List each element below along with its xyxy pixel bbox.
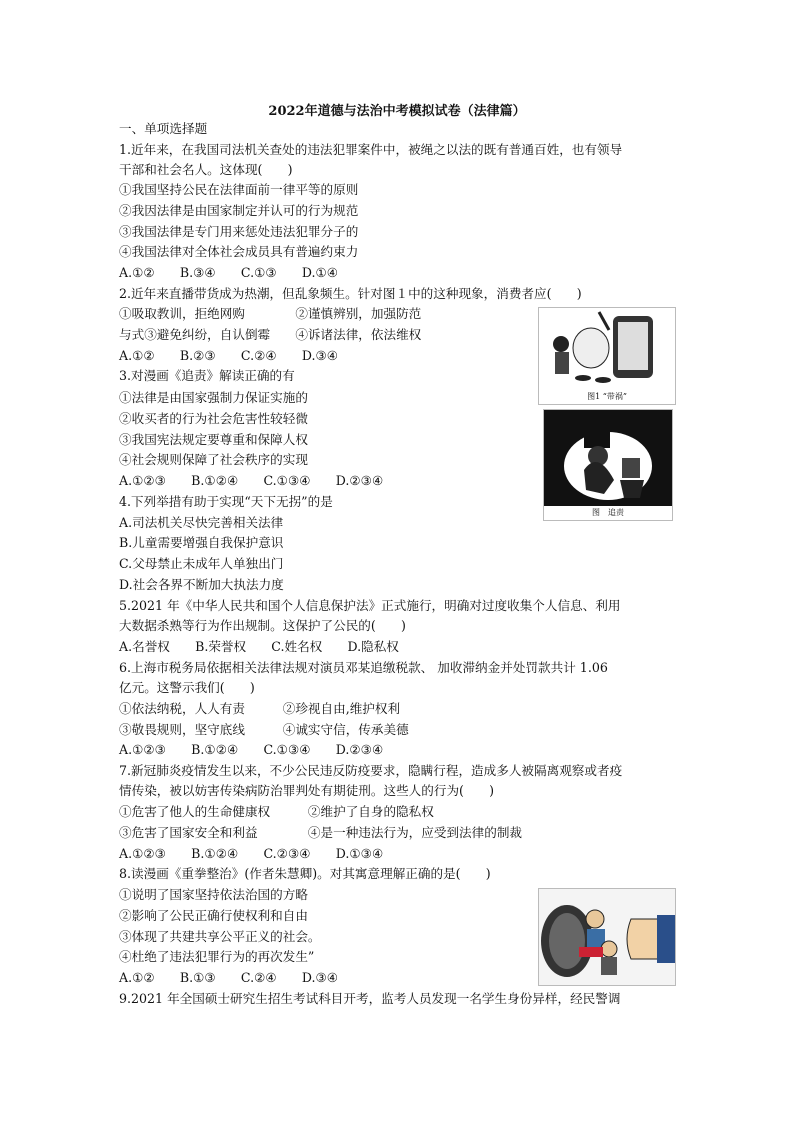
- text-line: ④杜绝了违法犯罪行为的再次发生”: [119, 949, 315, 964]
- text-line: ④我国法律对全体社会成员具有普遍约束力: [119, 244, 359, 259]
- text-line: ②收买者的行为社会危害性较轻微: [119, 411, 308, 426]
- text-line: A.①②③ B.①②④ C.①③④ D.②③④: [119, 742, 384, 757]
- text-line: 5.2021 年《中华人民共和国个人信息保护法》正式施行，明确对过度收集个人信息、利用: [119, 598, 621, 613]
- text-line: A.①②③ B.①②④ C.②③④ D.①③④: [119, 846, 384, 861]
- text-line: 干部和社会名人。这体现( ): [119, 162, 293, 177]
- text-line: ③敬畏规则，坚守底线 ④诚实守信，传承美德: [119, 722, 409, 737]
- text-line: ②影响了公民正确行使权利和自由: [119, 908, 308, 923]
- text-line: 2.近年来直播带货成为热潮，但乱象频生。针对图１中的这种现象，消费者应( ): [119, 286, 582, 301]
- text-line: 一、单项选择题: [119, 121, 208, 136]
- text-line: 8.读漫画《重拳整治》(作者朱慧卿)。对其寓意理解正确的是( ): [119, 866, 491, 881]
- text-line: ③危害了国家安全和利益 ④是一种违法行为，应受到法律的制裁: [119, 825, 522, 840]
- text-line: 4.下列举措有助于实现“天下无拐”的是: [119, 494, 333, 509]
- text-line: B.儿童需要增强自我保护意识: [119, 535, 284, 550]
- text-line: ③我国宪法规定要尊重和保障人权: [119, 432, 308, 447]
- text-line: 大数据杀熟等行为作出规制。这保护了公民的( ): [119, 618, 406, 633]
- text-line: ①我国坚持公民在法律面前一律平等的原则: [119, 182, 359, 197]
- text-line: A.名誉权 B.荣誉权 C.姓名权 D.隐私权: [119, 639, 399, 654]
- text-line: ③我国法律是专门用来惩处违法犯罪分子的: [119, 224, 359, 239]
- text-line: ②我因法律是由国家制定并认可的行为规范: [119, 203, 359, 218]
- figure-3-image: [538, 888, 676, 986]
- text-line: ①吸取教训，拒绝网购 ②谨慎辨别，加强防范: [119, 306, 422, 321]
- heavy-fist-cartoon-icon: [539, 889, 675, 985]
- live-stream-cartoon-icon: [539, 308, 675, 388]
- text-line: 与式③避免纠纷，自认倒霉 ④诉诸法律，依法维权: [119, 327, 422, 342]
- figure-1-image: [538, 307, 676, 405]
- text-line: 9.2021 年全国硕士研究生招生考试科目开考，监考人员发现一名学生身份异样，经民警调: [119, 991, 621, 1006]
- text-line: ④社会规则保障了社会秩序的实现: [119, 452, 308, 467]
- text-line: C.父母禁止未成年人单独出门: [119, 556, 284, 571]
- text-line: 3.对漫画《追责》解读正确的有: [119, 368, 295, 383]
- page-title: 2022年道德与法治中考模拟试卷（法律篇）: [268, 104, 526, 119]
- text-line: ③体现了共建共享公平正义的社会。: [119, 929, 321, 944]
- text-line: ①危害了他人的生命健康权 ②维护了自身的隐私权: [119, 804, 434, 819]
- figure-2-image: [543, 409, 673, 521]
- text-line: ①法律是由国家强制力保证实施的: [119, 390, 308, 405]
- text-line: 1.近年来，在我国司法机关查处的违法犯罪案件中，被绳之以法的既有普通百姓，也有领导: [119, 142, 623, 157]
- text-line: A.①② B.①③ C.②④ D.③④: [119, 970, 339, 985]
- text-line: A.司法机关尽快完善相关法律: [119, 515, 284, 530]
- text-line: A.①② B.②③ C.②④ D.③④: [119, 348, 339, 363]
- figure-2-caption: 图 追责: [592, 508, 624, 517]
- text-line: 亿元。这警示我们( ): [119, 680, 255, 695]
- text-line: 7.新冠肺炎疫情发生以来，不少公民违反防疫要求，隐瞒行程，造成多人被隔离观察或者疫: [119, 763, 623, 778]
- text-line: ①说明了国家坚持依法治国的方略: [119, 887, 308, 902]
- text-line: ①依法纳税，人人有责 ②珍视自由,维护权利: [119, 701, 401, 716]
- figure-1-caption: 图1 “带祸”: [587, 392, 627, 401]
- text-line: D.社会各界不断加大执法力度: [119, 577, 284, 592]
- text-line: 6.上海市税务局依据相关法律法规对演员邓某追缴税款、 加收滞纳金并处罚款共计 1.06: [119, 660, 608, 675]
- accountability-cartoon-icon: [544, 410, 672, 506]
- text-line: A.①②③ B.①②④ C.①③④ D.②③④: [119, 473, 384, 488]
- text-line: 情传染，被以妨害传染病防治罪判处有期徒刑。这些人的行为( ): [119, 783, 495, 798]
- text-line: A.①② B.③④ C.①③ D.①④: [119, 265, 339, 280]
